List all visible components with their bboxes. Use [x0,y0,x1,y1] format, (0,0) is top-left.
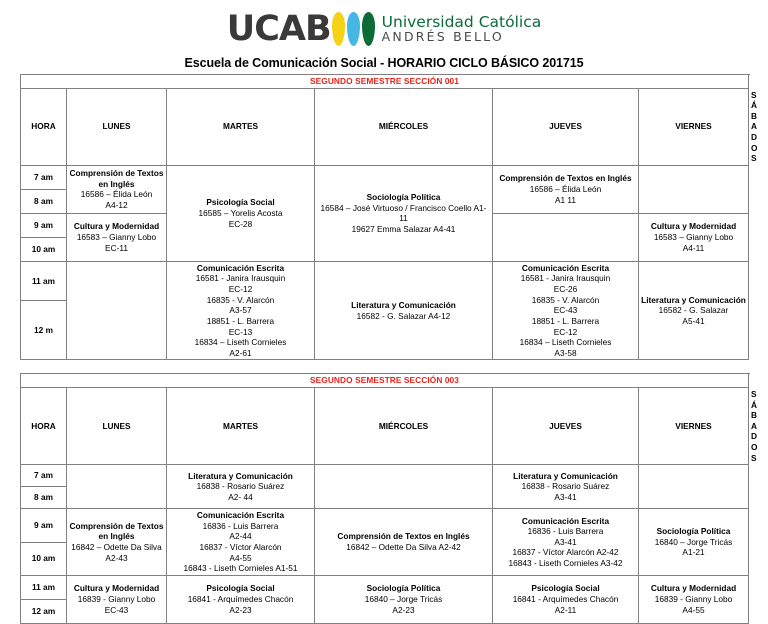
course-detail: 16834 – Liseth Cornieles [519,337,612,348]
cell-jueves-7am[interactable] [493,165,639,213]
column-header-miercoles: MIÉRCOLES [315,387,493,464]
course-name: Cultura y Modernidad [73,221,160,232]
section-title: SEGUNDO SEMESTRE SECCIÓN 001 [21,75,749,89]
course-name: Comprensión de Textos en Inglés [69,168,164,189]
course-detail: A2- 44 [228,492,253,503]
cell-martes-7am[interactable] [167,465,315,509]
course-name: Comunicación Escrita [196,262,285,273]
course-detail: A1 11 [554,194,577,205]
cell-lunes-9am[interactable] [67,213,167,261]
course-detail: 16837 - Víctor Alarcón [199,542,282,553]
course-detail: 19627 Emma Salazar A4-41 [351,223,456,234]
column-header-martes: MARTES [167,88,315,165]
table-row [21,575,749,599]
course-detail: A3-57 [229,305,252,316]
ucab-leaves-icon [332,12,375,46]
leaf-blue-icon [347,12,360,46]
cell-viernes-11am[interactable] [639,575,749,623]
cell-lunes-11am[interactable] [67,575,167,623]
table-row [21,261,749,300]
course-name: Comunicación Escrita [521,262,610,273]
course-detail: 16841 - Arquímedes Chacón [187,594,294,605]
hour-label: 11 am [21,575,67,599]
hour-label: 9 am [21,509,67,542]
course-name: Psicología Social [531,583,600,594]
hour-label: 12 m [21,300,67,360]
hour-label: 8 am [21,189,67,213]
cell-miercoles-11am[interactable] [315,261,493,359]
course-detail: 16584 – José Virtuoso / Francisco Coello A1-11 [320,202,487,224]
course-name: Comprensión de Textos en Inglés [69,520,164,542]
course-detail: A4-12 [105,199,128,210]
course-detail: 16840 – Jorge Tricás [364,594,443,605]
course-detail: A4-11 [682,242,705,253]
course-name: Sociología Política [656,526,731,537]
schedule-table-seccion-001 [20,74,758,360]
course-detail: 16840 – Jorge Tricás [654,536,733,547]
hour-label: 9 am [21,213,67,237]
course-detail: A2-23 [229,604,252,615]
course-detail: 16583 – Gianny Lobo [76,232,157,243]
leaf-yellow-icon [332,12,345,46]
course-detail: 16843 - Liseth Cornieles A3-42 [508,557,623,568]
page-title: Escuela de Comunicación Social - HORARIO CICLO BÁSICO 201715 [184,56,584,70]
hour-label: 12 am [21,599,67,623]
table-row [21,465,749,487]
cell-martes-9am[interactable] [167,509,315,576]
cell-viernes-7am[interactable] [639,165,749,213]
column-header-viernes: VIERNES [639,88,749,165]
course-detail: 16843 - Liseth Cornieles A1-51 [183,563,298,574]
course-detail: 16586 – Élida León [529,184,602,195]
course-detail: EC-26 [553,284,578,295]
column-header-martes: MARTES [167,387,315,464]
cell-jueves-11am[interactable] [493,261,639,359]
hour-label: 10 am [21,542,67,575]
course-detail: 16838 - Rosario Suárez [521,481,610,492]
hour-label: 11 am [21,261,67,300]
leaf-green-icon [362,12,375,46]
course-detail: A4-55 [682,604,705,615]
hour-label: 7 am [21,165,67,189]
course-name: Literatura y Comunicación [351,300,456,310]
column-header-lunes: LUNES [67,387,167,464]
course-detail: A1-21 [682,547,705,558]
course-detail: A3-58 [554,347,577,358]
cell-viernes-9am[interactable] [639,509,749,576]
course-detail: 16836 - Luis Barrera [202,520,279,531]
course-name: Cultura y Modernidad [650,583,737,594]
course-detail: 16585 – Yorelis Acosta [198,208,283,219]
course-detail: 18851 - L. Barrera [206,315,275,326]
course-detail: EC-43 [104,604,129,615]
cell-jueves-7am[interactable] [493,465,639,509]
cell-miercoles-7am[interactable] [315,165,493,261]
course-detail: 16837 - Víctor Alarcón A2-42 [512,547,619,558]
course-detail: 16834 – Liseth Cornieles [194,337,287,348]
course-detail: EC-11 [105,242,128,253]
schedule-table-seccion-003 [20,373,758,624]
cell-martes-11am[interactable] [167,261,315,359]
course-detail: A2-11 [554,604,577,615]
cell-lunes-7am[interactable] [67,165,167,213]
cell-jueves-11am[interactable] [493,575,639,623]
column-header-lunes: LUNES [67,88,167,165]
course-detail: EC-12 [553,326,578,337]
course-detail: 16835 - V. Alarcón [531,294,600,305]
course-detail: EC-43 [553,305,578,316]
cell-martes-7am[interactable] [167,165,315,261]
course-detail: EC-28 [228,218,253,229]
table-row [21,509,749,542]
section-title: SEGUNDO SEMESTRE SECCIÓN 003 [21,374,749,388]
hour-label: 8 am [21,487,67,509]
ucab-wordmark: UCAB [226,8,331,49]
column-header-jueves: JUEVES [493,88,639,165]
course-detail: 16581 - Janira Irausquin [520,273,611,284]
hour-label: 10 am [21,237,67,261]
course-name: Sociología Política [366,583,441,594]
cell-miercoles-11am[interactable] [315,575,493,623]
course-name: Psicología Social [206,197,275,208]
course-name: Cultura y Modernidad [73,583,160,594]
course-name: Comprensión de Textos en Inglés [499,173,632,184]
cell-lunes-11am[interactable] [67,261,167,359]
course-detail: 16842 – Odette Da Silva [71,542,162,553]
cell-martes-11am[interactable] [167,575,315,623]
course-name: Sociología Política [366,192,441,203]
ucab-logo [20,0,748,50]
course-detail: A2-43 [105,552,128,563]
cell-lunes-9am[interactable] [67,509,167,576]
course-name: Literatura y Comunicación [641,294,746,305]
section-title-row [21,75,749,89]
course-detail: A2-44 [229,531,252,542]
logo-university-subtitle: ANDRÉS BELLO [381,28,504,44]
course-detail: EC-13 [228,326,253,337]
column-header-hora: HORA [21,88,67,165]
course-detail: 16582 - G. Salazar [658,305,729,316]
course-detail: A3-41 [554,536,577,547]
cell-miercoles-9am[interactable] [315,509,493,576]
course-detail: 16841 - Arquímedes Chacón [512,594,619,605]
cell-jueves-9am[interactable] [493,213,639,261]
course-detail: 16839 - Gianny Lobo [654,594,733,605]
course-name: Comunicación Escrita [521,515,610,526]
course-name: Literatura y Comunicación [513,470,618,481]
logo-university-name: Universidad Católica [381,12,542,31]
section-title-row [21,374,749,388]
column-header-hora: HORA [21,387,67,464]
course-name: Comprensión de Textos en Inglés [337,531,470,542]
cell-viernes-9am[interactable] [639,213,749,261]
course-detail: 16838 - Rosario Suárez [196,481,285,492]
course-detail: A5-41 [682,315,705,326]
cell-viernes-11am[interactable] [639,261,749,359]
course-detail: 16581 - Janira Irausquin [195,273,286,284]
column-header-jueves: JUEVES [493,387,639,464]
column-header-row: HORA LUNES MARTES MIÉRCOLES JUEVES VIERNES SÁBADOS [21,387,749,464]
course-detail: EC-12 [228,284,253,295]
column-header-miercoles: MIÉRCOLES [315,88,493,165]
course-detail: 16586 – Élida León [80,189,153,200]
course-detail: 16839 - Gianny Lobo [77,594,156,605]
column-header-viernes: VIERNES [639,387,749,464]
course-name: Psicología Social [206,583,275,594]
course-detail: 16582 - G. Salazar A4-12 [356,310,451,321]
course-detail: 16836 - Luis Barrera [527,526,604,537]
course-detail: A4-55 [229,552,252,563]
course-detail: 16842 – Odette Da Silva A2-42 [346,542,461,553]
course-detail: A2-61 [229,347,252,358]
table-spacer [20,360,748,373]
course-name: Literatura y Comunicación [188,470,293,481]
course-detail: A2-23 [392,604,415,615]
course-detail: 16835 - V. Alarcón [206,294,275,305]
cell-lunes-7am[interactable] [67,465,167,509]
cell-miercoles-7am[interactable] [315,465,493,509]
column-header-row: HORA LUNES MARTES MIÉRCOLES JUEVES VIERNES SÁBADOS [21,88,749,165]
cell-viernes-7am[interactable] [639,465,749,509]
course-name: Cultura y Modernidad [650,221,737,232]
cell-jueves-9am[interactable] [493,509,639,576]
course-detail: 18851 - L. Barrera [531,315,600,326]
hour-label: 7 am [21,465,67,487]
course-detail: 16583 – Gianny Lobo [653,232,734,243]
table-row [21,165,749,189]
course-name: Comunicación Escrita [196,510,285,521]
course-detail: A3-41 [554,492,577,503]
